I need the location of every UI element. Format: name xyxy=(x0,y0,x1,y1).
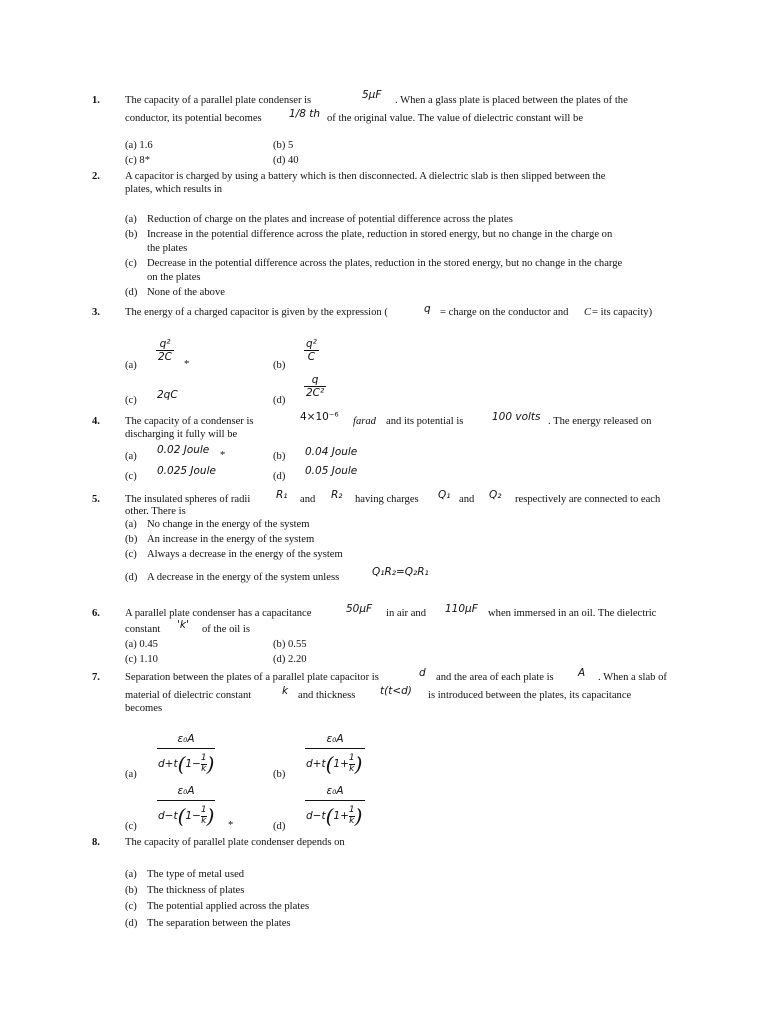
math-symbol: t(t<d) xyxy=(380,685,412,697)
question-text: and its potential is xyxy=(386,416,464,427)
option-a-label[interactable]: (a) xyxy=(125,451,137,462)
option-b-label[interactable]: (b) xyxy=(125,229,138,240)
question-text: . The energy released on xyxy=(548,416,652,427)
option-b-label[interactable]: (b) xyxy=(273,451,286,462)
math-symbol: R₁ xyxy=(276,489,288,501)
question-text: conductor, its potential becomes xyxy=(125,113,262,124)
option-d-label[interactable]: (d) xyxy=(125,572,138,583)
option-a-denominator[interactable]: d+t(1− $\frac{1}{k}$ ) xyxy=(158,752,215,776)
option-d-label[interactable]: (d) xyxy=(273,395,286,406)
question-text: Separation between the plates of a parallel plate capacitor is xyxy=(125,672,379,683)
question-text: The insulated spheres of radii xyxy=(125,494,251,505)
option-a-label[interactable]: (a) xyxy=(125,214,137,225)
option-d-label[interactable]: (d) xyxy=(273,471,286,482)
option-b[interactable]: An increase in the energy of the system xyxy=(147,534,315,545)
option-c-label[interactable]: (c) xyxy=(125,901,137,912)
question-number: 2. xyxy=(92,171,100,182)
option-d-label[interactable]: (d) xyxy=(125,918,138,929)
option-d[interactable]: (d) 40 xyxy=(273,155,299,166)
question-text: The capacity of a condenser is xyxy=(125,416,254,427)
option-c[interactable]: (c) 1.10 xyxy=(125,654,158,665)
option-c[interactable]: 2qC xyxy=(157,389,178,401)
option-c-numerator: ε₀A xyxy=(177,785,195,797)
fraction-bar xyxy=(157,800,215,801)
math-symbol: d xyxy=(419,667,426,679)
question-text: is introduced between the plates, its capacitance xyxy=(428,690,632,701)
option-c-label[interactable]: (c) xyxy=(125,395,137,406)
question-text: other. There is xyxy=(125,506,186,517)
option-a[interactable]: (a) 0.45 xyxy=(125,639,158,650)
option-b[interactable]: The thickness of plates xyxy=(147,885,245,896)
question-text: . When a slab of xyxy=(598,672,667,683)
question-text: of the oil is xyxy=(202,624,250,635)
option-a[interactable]: The type of metal used xyxy=(147,869,245,880)
answer-mark: * xyxy=(220,450,226,461)
fraction-bar xyxy=(157,748,215,749)
option-b-label[interactable]: (b) xyxy=(273,769,286,780)
option-c[interactable]: Decrease in the potential difference across the plates, reduction in the stored energy, but no change in the charge xyxy=(147,258,623,269)
question-text: plates, which results in xyxy=(125,184,223,195)
question-number: 7. xyxy=(92,672,100,683)
option-d-numerator: ε₀A xyxy=(326,785,344,797)
math-symbol: 'k' xyxy=(177,619,189,631)
question-text: of the original value. The value of dielectric constant will be xyxy=(327,113,584,124)
option-a[interactable]: (a) 1.6 xyxy=(125,140,153,151)
question-text: having charges xyxy=(355,494,419,505)
question-text: The capacity of parallel plate condenser depends on xyxy=(125,837,345,848)
option-c[interactable]: 0.025 Joule xyxy=(157,465,216,477)
option-b-label[interactable]: (b) xyxy=(273,360,286,371)
option-a[interactable]: No change in the energy of the system xyxy=(147,519,310,530)
question-text: The capacity of a parallel plate condenser is xyxy=(125,95,312,106)
option-c-denominator[interactable]: d−t(1− $\frac{1}{k}$ ) xyxy=(158,804,215,828)
option-b-label[interactable]: (b) xyxy=(125,534,138,545)
answer-mark: * xyxy=(184,359,190,370)
math-value: 5μF xyxy=(362,89,382,101)
option-d-fraction[interactable]: $\frac{q}{\text{2C²}}$ xyxy=(306,374,325,400)
option-b-label[interactable]: (b) xyxy=(125,885,138,896)
question-text: = its capacity) xyxy=(592,307,653,318)
fraction-bar xyxy=(305,748,365,749)
question-text: and xyxy=(459,494,475,505)
unit: farad xyxy=(353,416,376,427)
option-b-denominator[interactable]: d+t(1+ $\frac{1}{k}$ ) xyxy=(306,752,363,776)
option-c-label[interactable]: (c) xyxy=(125,258,137,269)
question-text: discharging it fully will be xyxy=(125,429,238,440)
math-value: 100 volts xyxy=(492,411,541,423)
question-number: 5. xyxy=(92,494,100,505)
option-d-label[interactable]: (d) xyxy=(125,287,138,298)
option-b[interactable]: (b) 0.55 xyxy=(273,639,307,650)
option-a-label[interactable]: (a) xyxy=(125,360,137,371)
question-text: and xyxy=(300,494,316,505)
question-text: The energy of a charged capacitor is given by the expression ( xyxy=(125,307,388,318)
question-text: . When a glass plate is placed between the plates of the xyxy=(395,95,628,106)
question-text: respectively are connected to each xyxy=(515,494,661,505)
math-value: 4×10⁻⁶ xyxy=(300,411,339,423)
option-a[interactable]: Reduction of charge on the plates and increase of potential difference across the plates xyxy=(147,214,513,225)
math-symbol: Q₂ xyxy=(489,489,502,501)
option-b[interactable]: Increase in the potential difference across the plate, reduction in stored energy, but no change in the charge on xyxy=(147,229,613,240)
math-symbol: Q₁ xyxy=(438,489,451,501)
option-d[interactable]: The separation between the plates xyxy=(147,918,291,929)
option-a-numerator: ε₀A xyxy=(177,733,195,745)
option-b-cont[interactable]: the plates xyxy=(147,243,188,254)
question-number: 1. xyxy=(92,95,100,106)
math-value: 110μF xyxy=(445,603,478,615)
option-b[interactable]: (b) 5 xyxy=(273,140,294,151)
question-text: A capacitor is charged by using a battery which is then disconnected. A dielectric slab is then slipped between the xyxy=(125,171,606,182)
math-symbol: A xyxy=(578,667,586,679)
math-symbol: C xyxy=(584,307,592,318)
question-text: constant xyxy=(125,624,161,635)
math-symbol: k xyxy=(282,685,289,697)
question-text: and the area of each plate is xyxy=(436,672,554,683)
option-b-fraction[interactable]: $\frac{\text{q²}}{C}$ xyxy=(306,338,317,364)
option-d-label[interactable]: (d) xyxy=(273,821,286,832)
question-text: in air and xyxy=(386,608,427,619)
question-text: material of dielectric constant xyxy=(125,690,252,701)
option-d[interactable]: (d) 2.20 xyxy=(273,654,307,665)
option-d[interactable]: A decrease in the energy of the system unless xyxy=(147,572,340,583)
option-c[interactable]: Always a decrease in the energy of the system xyxy=(147,549,343,560)
option-c-cont[interactable]: on the plates xyxy=(147,272,201,283)
question-text: = charge on the conductor and xyxy=(440,307,569,318)
question-number: 4. xyxy=(92,416,100,427)
option-a[interactable]: 0.02 Joule xyxy=(157,444,210,456)
option-c[interactable]: The potential applied across the plates xyxy=(147,901,310,912)
option-d[interactable]: None of the above xyxy=(147,287,225,298)
question-number: 3. xyxy=(92,307,100,318)
option-a-label[interactable]: (a) xyxy=(125,519,137,530)
option-c-label[interactable]: (c) xyxy=(125,549,137,560)
option-d-denominator[interactable]: d−t(1+ $\frac{1}{k}$ ) xyxy=(306,804,363,828)
math-value: 1/8 th xyxy=(289,108,321,120)
math-value: 50μF xyxy=(346,603,373,615)
question-number: 6. xyxy=(92,608,100,619)
math-symbol: q xyxy=(424,303,431,315)
question-text: becomes xyxy=(125,703,163,714)
question-text: A parallel plate condenser has a capacitance xyxy=(125,608,312,619)
math-symbol: R₂ xyxy=(331,489,343,501)
math-expression: Q₁R₂=Q₂R₁ xyxy=(372,566,429,578)
answer-mark: * xyxy=(228,820,234,831)
option-a-label[interactable]: (a) xyxy=(125,769,137,780)
option-c-label[interactable]: (c) xyxy=(125,821,137,832)
question-number: 8. xyxy=(92,837,100,848)
fraction-bar xyxy=(305,800,365,801)
option-a-fraction[interactable]: $\frac{\text{q²}}{2C}$ xyxy=(158,338,173,364)
question-text: when immersed in an oil. The dielectric xyxy=(488,608,657,619)
option-c[interactable]: (c) 8* xyxy=(125,155,150,166)
option-b[interactable]: 0.04 Joule xyxy=(305,446,358,458)
option-c-label[interactable]: (c) xyxy=(125,471,137,482)
option-a-label[interactable]: (a) xyxy=(125,869,137,880)
question-text: and thickness xyxy=(298,690,356,701)
option-d[interactable]: 0.05 Joule xyxy=(305,465,358,477)
option-b-numerator: ε₀A xyxy=(326,733,344,745)
